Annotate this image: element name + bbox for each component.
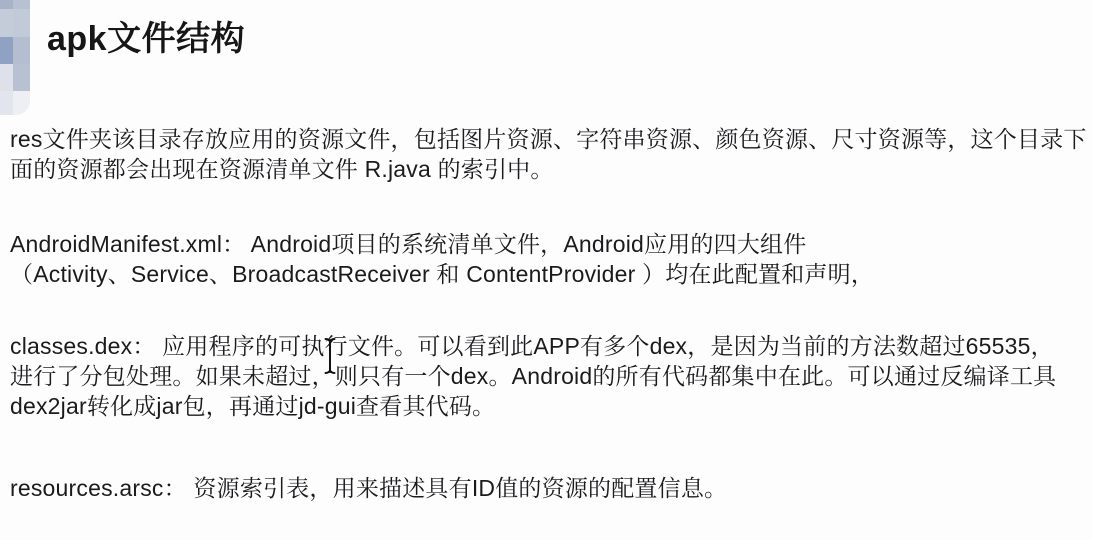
paragraph-android-manifest	[10, 229, 1091, 289]
mosaic-cell	[13, 0, 30, 9]
mosaic-cell	[0, 0, 13, 9]
paragraph-resources-arsc	[10, 473, 1091, 503]
mosaic-cell	[0, 64, 13, 91]
mosaic-cell	[0, 91, 13, 115]
mosaic-cell	[13, 37, 30, 64]
mosaic-cell	[13, 64, 30, 91]
text-line: AndroidManifest.xml： Android项目的系统清单文件，Android应用的四大组件	[10, 231, 807, 257]
page-title: apk文件结构	[47, 20, 246, 58]
text-line: dex2jar转化成jar包，再通过jd-gui查看其代码。	[10, 393, 496, 419]
text-line: （Activity、Service、BroadcastReceiver 和 ContentProvider ）均在此配置和声明，	[10, 261, 875, 287]
paragraph-classes-dex	[10, 331, 1091, 421]
mosaic-cell	[0, 9, 13, 37]
mosaic-cell	[13, 9, 30, 37]
text-line: 面的资源都会出现在资源清单文件 R.java 的索引中。	[10, 156, 554, 182]
corner-decoration-mosaic	[0, 0, 30, 115]
mosaic-cell	[0, 37, 13, 64]
text-line: resources.arsc： 资源索引表，用来描述具有ID值的资源的配置信息。	[10, 475, 728, 501]
paragraph-res-folder	[10, 124, 1091, 184]
mosaic-cell	[13, 91, 30, 115]
text-line: 进行了分包处理。如果未超过，则只有一个dex。Android的所有代码都集中在此。可以通过反编译工具	[10, 363, 1057, 389]
text-line: classes.dex： 应用程序的可执行文件。可以看到此APP有多个dex，是因为当前的方法数超过65535，	[10, 333, 1054, 359]
text-line: res文件夹该目录存放应用的资源文件，包括图片资源、字符串资源、颜色资源、尺寸资源等，这个目录下	[10, 126, 1087, 152]
